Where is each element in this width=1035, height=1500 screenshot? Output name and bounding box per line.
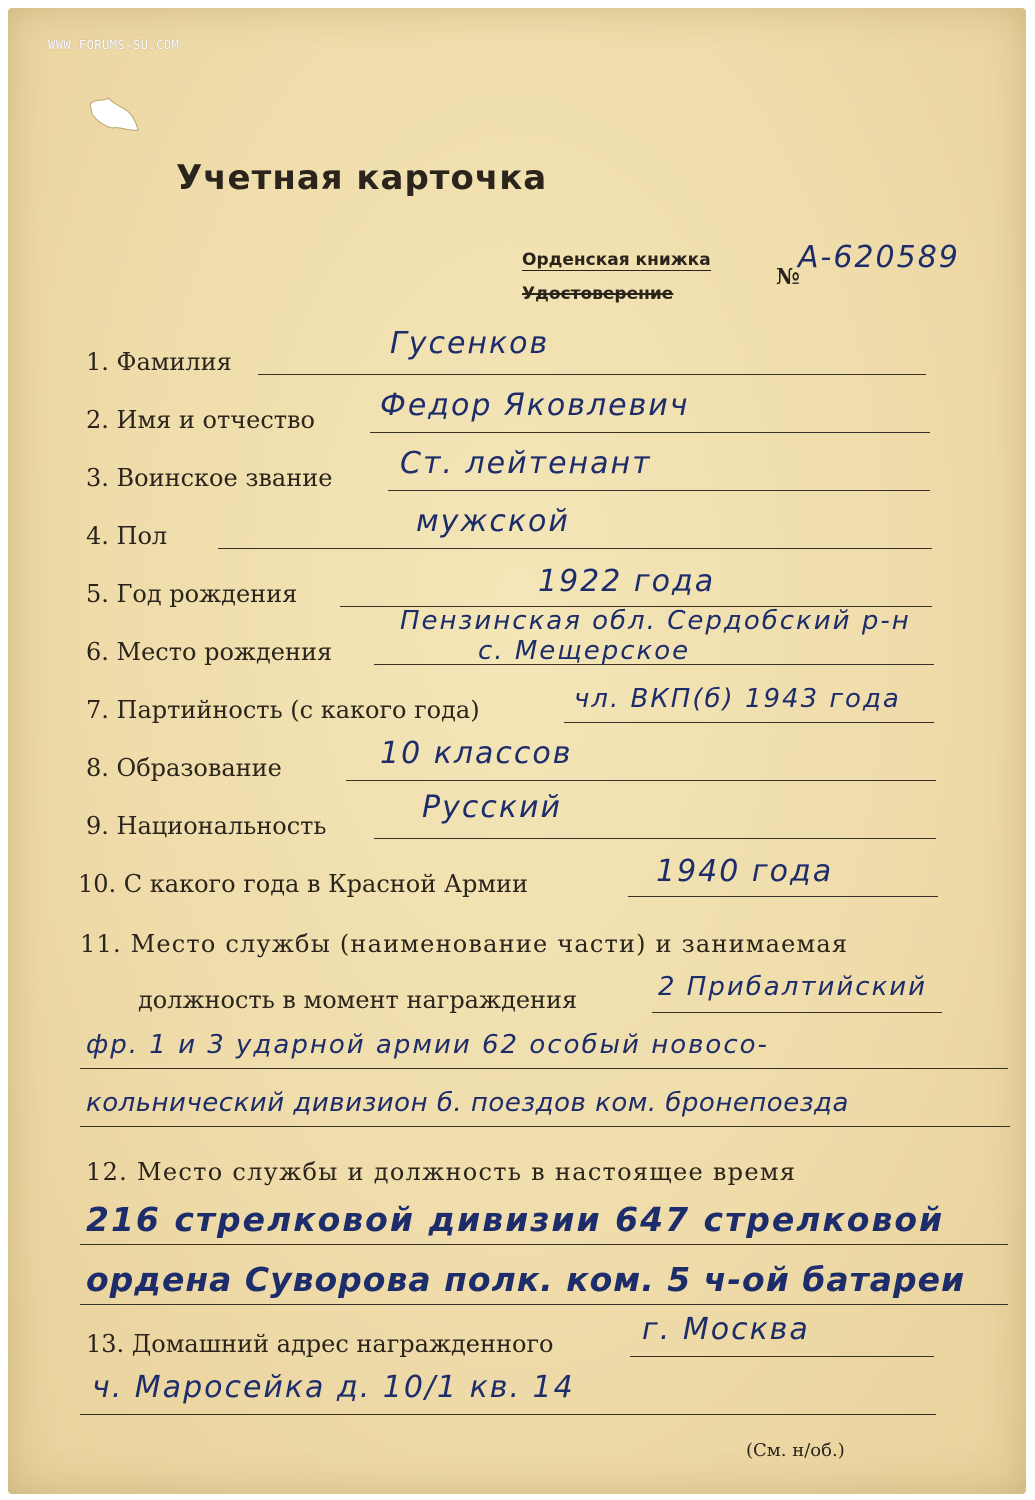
surname-label: 1. Фамилия [86, 348, 232, 376]
party-label: 7. Партийность (с какого года) [86, 696, 480, 724]
name-value: Федор Яковлевич [380, 388, 690, 423]
service-place-label-line1: 11. Место службы (наименование части) и занимаемая [80, 930, 849, 958]
nationality-line [374, 838, 936, 839]
page-title: Учетная карточка [176, 158, 548, 198]
certificate-label: Удостоверение [522, 284, 674, 304]
home-address-line1 [630, 1356, 934, 1357]
service-place-label-line2: должность в момент награждения [138, 986, 578, 1014]
army-year-line [628, 896, 938, 897]
birthplace-label: 6. Место рождения [86, 638, 333, 666]
see-reverse-note: (См. н/об.) [746, 1440, 845, 1461]
home-address-label: 13. Домашний адрес награжденного [86, 1330, 554, 1358]
rank-label: 3. Воинское звание [86, 464, 333, 492]
home-address-line2 [80, 1414, 936, 1415]
education-label: 8. Образование [86, 754, 282, 782]
rank-value: Ст. лейтенант [400, 446, 652, 481]
army-year-value: 1940 года [656, 854, 834, 889]
service-place-line3 [80, 1126, 1010, 1127]
birthplace-value-line1: Пензинская обл. Сердобский р-н [400, 606, 911, 636]
service-place-value-line1: 2 Прибалтийский [658, 972, 928, 1002]
watermark: WWW.FORUMS-SU.COM [48, 38, 180, 52]
current-service-line1 [80, 1244, 1008, 1245]
army-year-label: 10. С какого года в Красной Армии [78, 870, 529, 898]
record-card [8, 8, 1026, 1494]
order-book-number: А-620589 [798, 240, 960, 275]
surname-value: Гусенков [390, 326, 550, 361]
nationality-label: 9. Национальность [86, 812, 327, 840]
service-place-value-line2: фр. 1 и 3 ударной армии 62 особый новосо- [86, 1030, 769, 1060]
current-service-value-line1: 216 стрелковой дивизии 647 стрелковой [86, 1200, 945, 1239]
nationality-value: Русский [422, 790, 562, 825]
sex-label: 4. Пол [86, 522, 168, 550]
party-line [564, 722, 934, 723]
birthplace-value-line2: с. Мещерское [478, 636, 691, 666]
sex-value: мужской [416, 504, 570, 539]
current-service-line2 [80, 1304, 1008, 1305]
order-book-label: Орденская книжка [522, 250, 711, 270]
home-address-value-line2: ч. Маросейка д. 10/1 кв. 14 [92, 1370, 575, 1405]
education-line [346, 780, 936, 781]
current-service-label: 12. Место службы и должность в настоящее время [86, 1158, 797, 1186]
torn-corner-mark [86, 96, 140, 136]
service-place-value-line3: кольнический дивизион б. поездов ком. бронепоезда [86, 1088, 849, 1118]
education-value: 10 классов [380, 736, 573, 771]
birth-year-value: 1922 года [538, 564, 716, 599]
sex-line [218, 548, 932, 549]
name-line [370, 432, 930, 433]
birth-year-label: 5. Год рождения [86, 580, 298, 608]
party-value: чл. ВКП(б) 1943 года [574, 684, 901, 714]
current-service-value-line2: ордена Суворова полк. ком. 5 ч-ой батареи [86, 1260, 966, 1299]
number-sign: № [776, 264, 800, 290]
name-label: 2. Имя и отчество [86, 406, 315, 434]
service-place-line2 [80, 1068, 1008, 1069]
home-address-value-line1: г. Москва [642, 1312, 810, 1347]
surname-line [258, 374, 926, 375]
service-place-line1 [652, 1012, 942, 1013]
rank-line [388, 490, 930, 491]
